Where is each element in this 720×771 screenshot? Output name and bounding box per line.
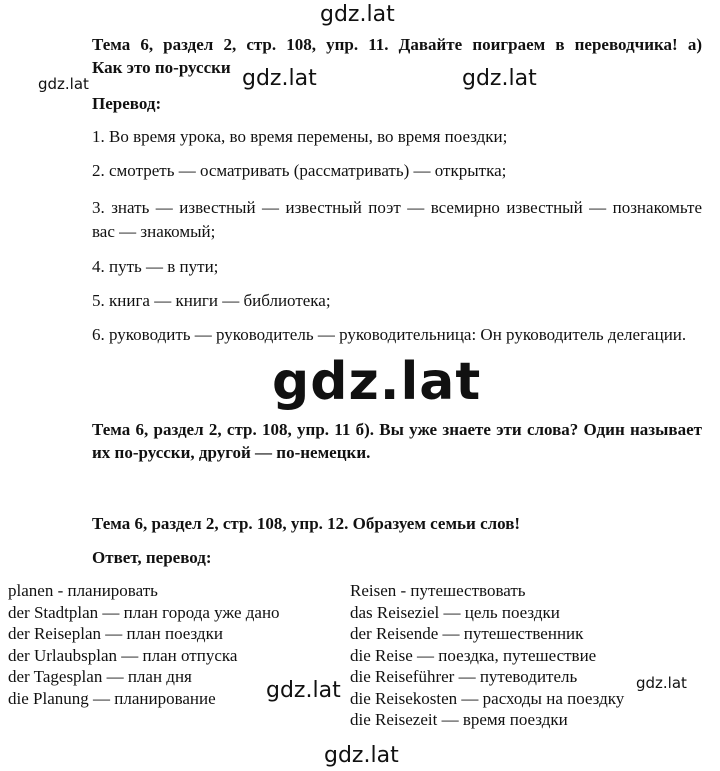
section-heading: Тема 6, раздел 2, стр. 108, упр. 12. Образуем семьи слов! [92, 514, 521, 533]
section-heading-line: Как это по-русски [92, 58, 231, 77]
section-heading-line: Тема 6, раздел 2, стр. 108, упр. 11. Давайте поиграем в переводчика! а) [92, 35, 702, 54]
answer-label: Ответ, перевод: [92, 548, 212, 567]
watermark-lower-right: gdz.lat [636, 674, 687, 692]
list-item: der Reisende — путешественник [350, 624, 584, 643]
list-item: der Stadtplan — план города уже дано [8, 602, 280, 622]
list-item: 6. руководить — руководитель — руководительница: Он руководитель делегации. [92, 325, 687, 344]
list-item: 1. Во время урока, во время перемены, во время поездки; [92, 127, 508, 146]
watermark-lower-left: gdz.lat [266, 678, 341, 703]
list-item: der Tagesplan — план дня [8, 667, 192, 686]
list-item: die Planung — планирование [8, 688, 216, 708]
watermark-top: gdz.lat [320, 2, 395, 27]
watermark-left: gdz.lat [38, 75, 89, 93]
list-item: das Reiseziel — цель поездки [350, 602, 560, 622]
watermark-mid-left: gdz.lat [242, 66, 317, 91]
list-item: 2. смотреть — осматривать (рассматривать) — открытка; [92, 161, 507, 180]
list-item: der Urlaubsplan — план отпуска [8, 645, 238, 665]
list-item: die Reisezeit — время поездки [350, 710, 568, 729]
list-item: 3. знать — известный — известный поэт — всемирно известный — познакомьте вас — знакомый; [92, 198, 702, 241]
watermark-bottom: gdz.lat [324, 743, 399, 768]
watermark-large: gdz.lat [272, 352, 482, 412]
word-family-list-left [8, 580, 280, 709]
section-heading [92, 33, 702, 79]
list-item: 5. книга — книги — библиотека; [92, 291, 331, 310]
list-item: der Reiseplan — план поездки [8, 624, 223, 643]
translation-label: Перевод: [92, 94, 162, 113]
section-heading: Тема 6, раздел 2, стр. 108, упр. 11 б). Вы уже знаете эти слова? Один называет их по-русски, другой — по-немецки. [92, 420, 702, 462]
word-family-list-right [350, 580, 624, 731]
list-item: planen - планировать [8, 581, 158, 600]
list-item: die Reisekosten — расходы на поездку [350, 688, 625, 708]
list-item: die Reise — поездка, путешествие [350, 645, 597, 665]
list-item: die Reiseführer — путеводитель [350, 667, 578, 686]
watermark-mid-right: gdz.lat [462, 66, 537, 91]
list-item: Reisen - путешествовать [350, 581, 526, 600]
list-item: 4. путь — в пути; [92, 257, 219, 276]
